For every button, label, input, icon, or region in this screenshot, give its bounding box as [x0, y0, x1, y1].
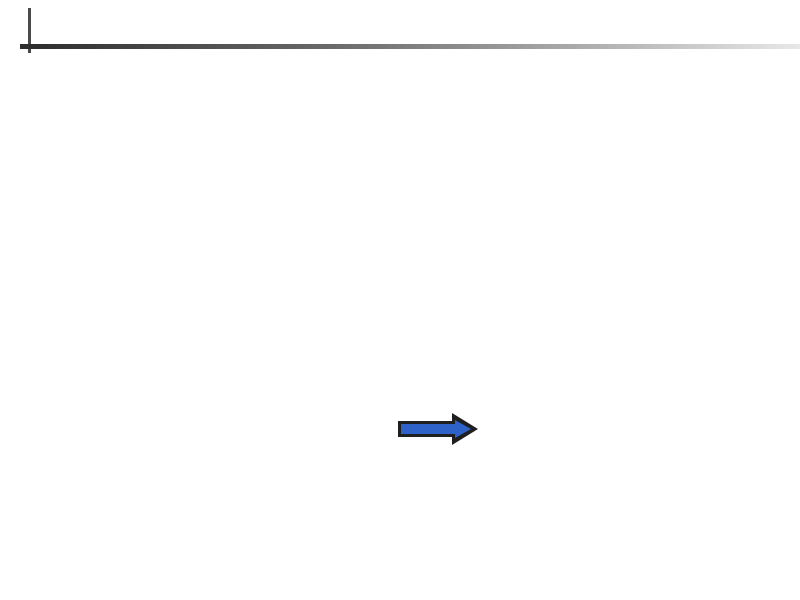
- solution-equation-2: [550, 434, 790, 496]
- header-divider: [20, 44, 800, 49]
- given-equation-1: [104, 344, 344, 406]
- puzzle-matchstick-equation: [170, 230, 610, 306]
- given-equation-2: [104, 434, 344, 496]
- right-arrow-icon: [396, 412, 480, 446]
- solution-equation-1: [550, 344, 790, 406]
